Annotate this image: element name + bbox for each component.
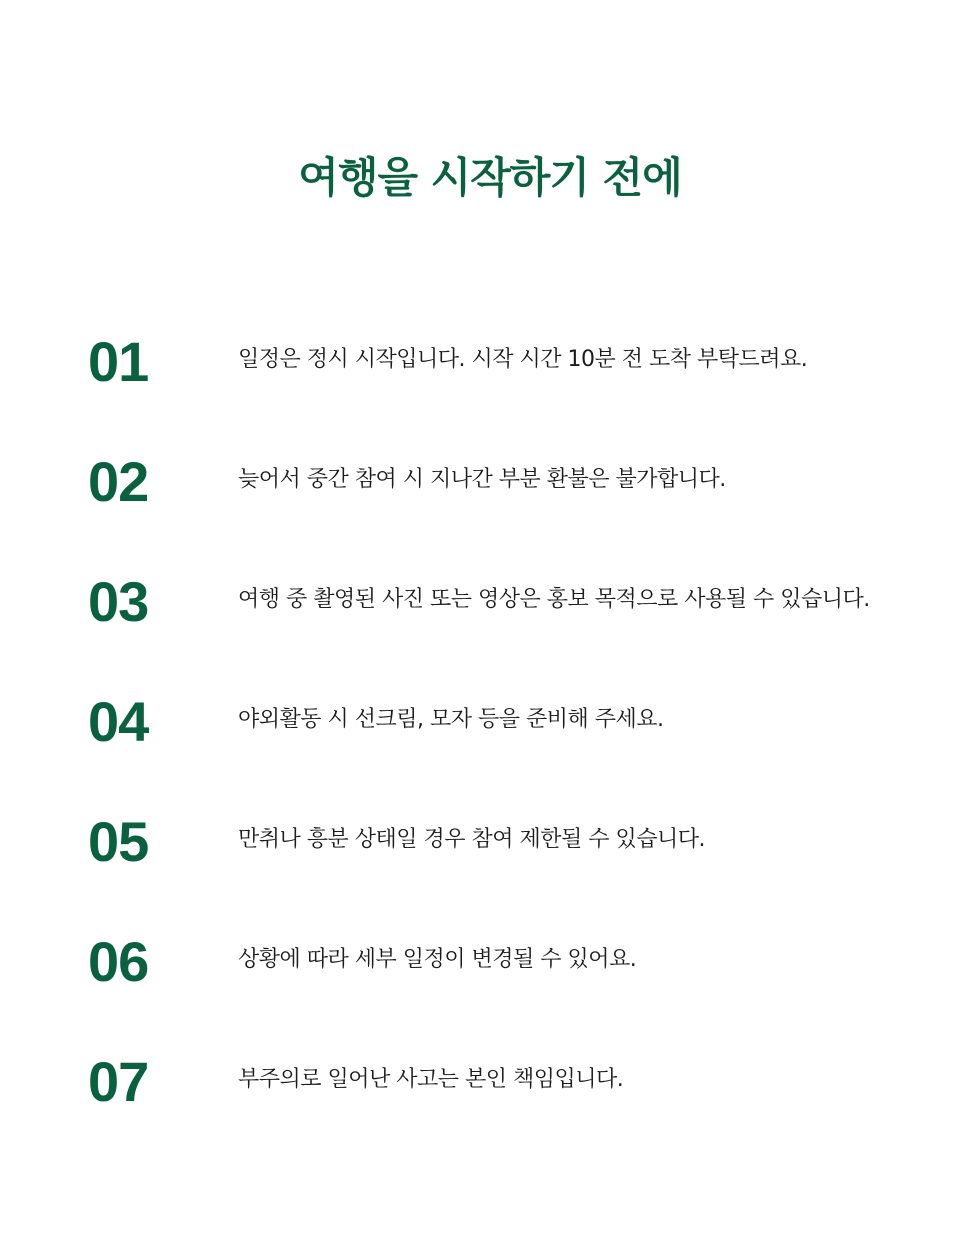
item-text: 여행 중 촬영된 사진 또는 영상은 홍보 목적으로 사용될 수 있습니다. (238, 587, 870, 612)
item-number: 02 (88, 450, 149, 513)
item-number: 04 (88, 690, 149, 753)
item-number: 03 (88, 570, 149, 633)
item-number: 01 (88, 330, 149, 393)
item-number: 06 (88, 930, 149, 993)
list-item (0, 810, 980, 930)
notice-list (0, 330, 980, 1170)
list-item (0, 570, 980, 690)
list-item (0, 450, 980, 570)
list-item (0, 690, 980, 810)
list-item (0, 930, 980, 1050)
item-text: 만취나 흥분 상태일 경우 참여 제한될 수 있습니다. (238, 827, 705, 852)
item-text: 상황에 따라 세부 일정이 변경될 수 있어요. (238, 947, 637, 972)
item-text: 야외활동 시 선크림, 모자 등을 준비해 주세요. (238, 707, 664, 732)
list-item (0, 330, 980, 450)
item-text: 일정은 정시 시작입니다. 시작 시간 10분 전 도착 부탁드려요. (238, 347, 808, 372)
page-title: 여행을 시작하기 전에 (298, 153, 682, 202)
list-item (0, 1050, 980, 1170)
item-number: 07 (88, 1050, 149, 1113)
item-text: 부주의로 일어난 사고는 본인 책임입니다. (238, 1067, 624, 1092)
item-number: 05 (88, 810, 149, 873)
item-text: 늦어서 중간 참여 시 지나간 부분 환불은 불가합니다. (238, 467, 726, 492)
